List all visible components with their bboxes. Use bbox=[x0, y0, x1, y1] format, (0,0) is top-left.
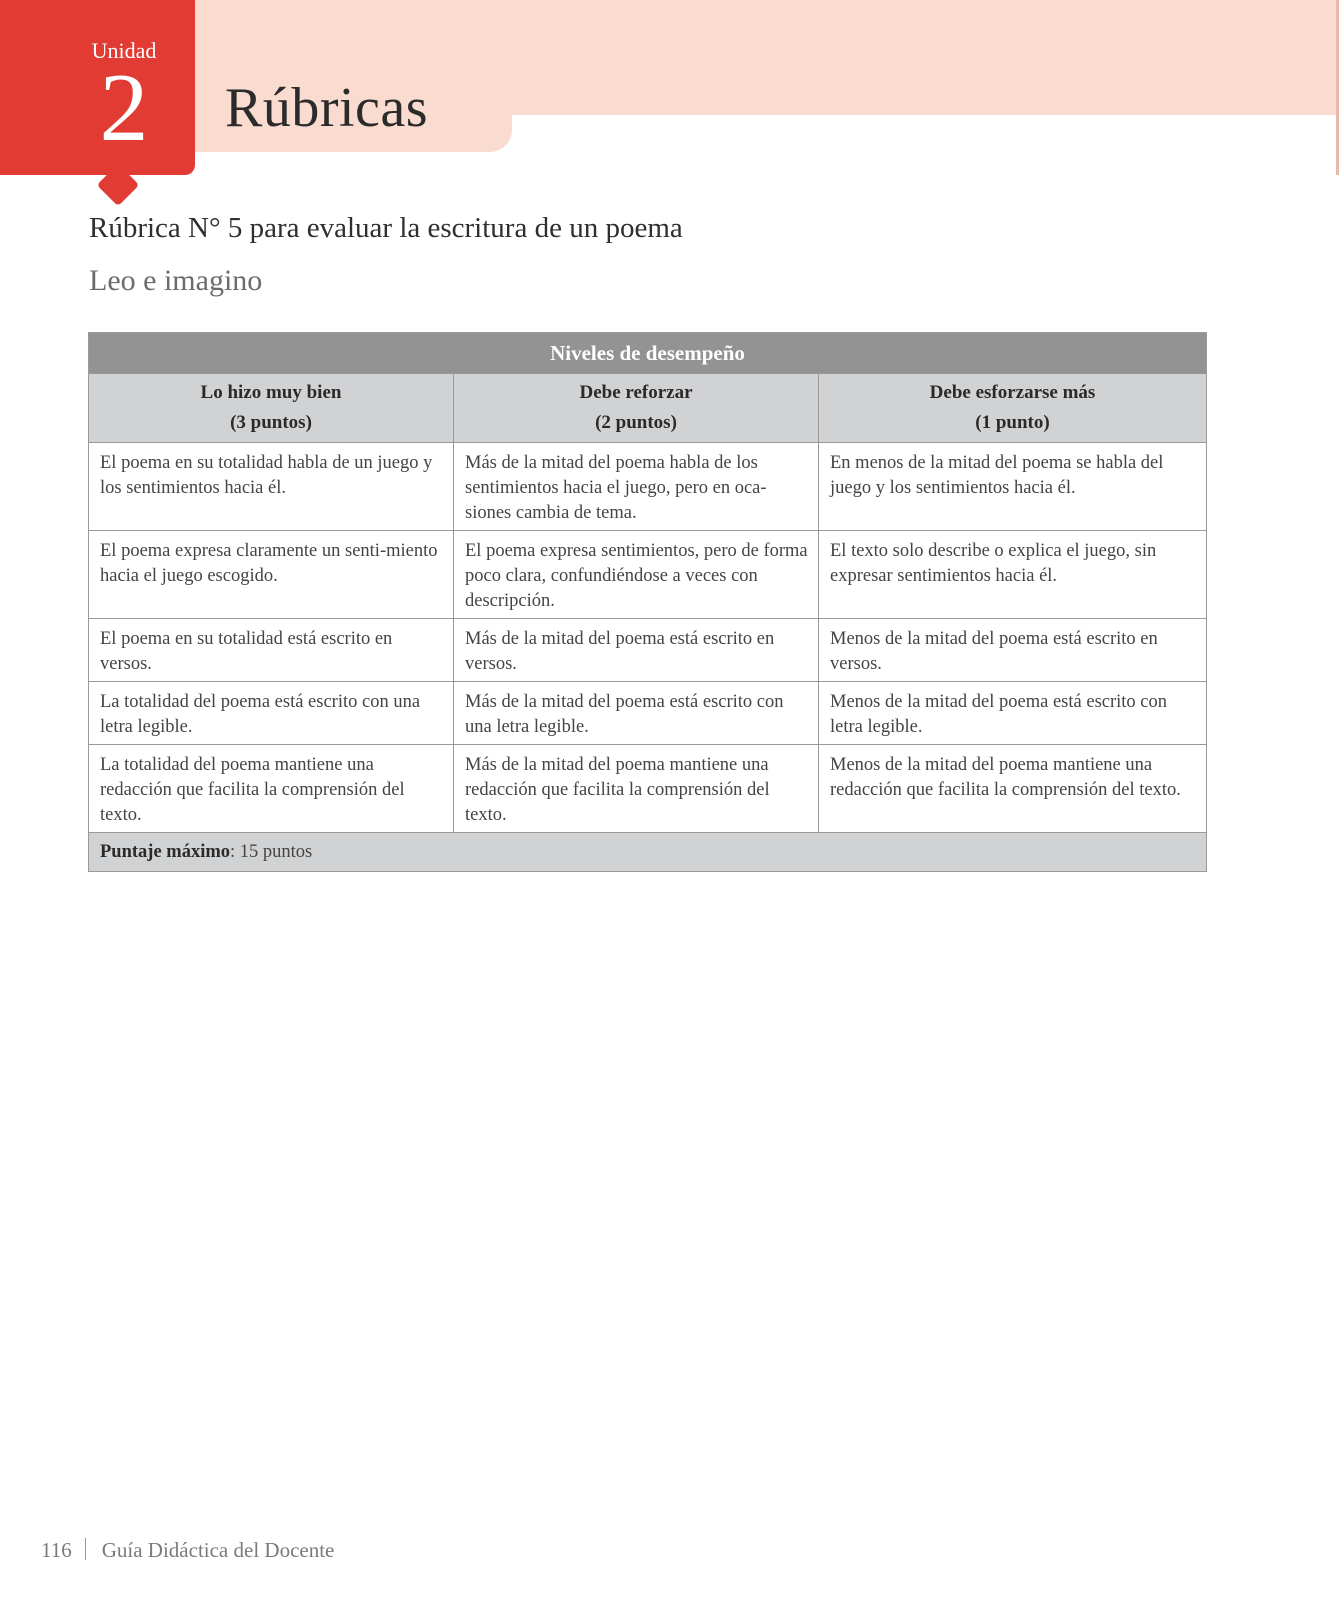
table-cell: La totalidad del poema está escrito con una letra legible. bbox=[89, 682, 454, 745]
max-score-cell bbox=[89, 833, 1207, 872]
level-points: (3 puntos) bbox=[230, 412, 312, 433]
table-cell: El poema en su totalidad está escrito en versos. bbox=[89, 619, 454, 682]
total-row bbox=[89, 833, 1207, 872]
table-cell: En menos de la mitad del poema se habla del juego y los sentimientos hacia él. bbox=[819, 443, 1207, 531]
table-cell: Más de la mitad del poema habla de los sentimientos hacia el juego, pero en oca-siones cambia de tema. bbox=[454, 443, 819, 531]
level-header-1 bbox=[89, 374, 454, 443]
page-title: Rúbricas bbox=[225, 77, 429, 139]
level-name: Lo hizo muy bien bbox=[200, 382, 342, 403]
table-cell: El poema expresa claramente un senti-miento hacia el juego escogido. bbox=[89, 531, 454, 619]
table-row bbox=[89, 619, 1207, 682]
footer-divider bbox=[85, 1538, 86, 1560]
level-header-2 bbox=[454, 374, 819, 443]
book-title: Guía Didáctica del Docente bbox=[101, 1538, 335, 1562]
level-points: (1 punto) bbox=[975, 412, 1050, 433]
table-row bbox=[89, 531, 1207, 619]
level-points: (2 puntos) bbox=[595, 412, 677, 433]
unit-label: Unidad bbox=[91, 38, 157, 63]
page-footer bbox=[41, 1538, 334, 1563]
table-cell: El texto solo describe o explica el juego, sin expresar sentimientos hacia él. bbox=[819, 531, 1207, 619]
table-cell: Menos de la mitad del poema mantiene una redacción que facilita la comprensión del texto. bbox=[819, 745, 1207, 833]
table-cell: El poema en su totalidad habla de un juego y los sentimientos hacia él. bbox=[89, 443, 454, 531]
level-name: Debe esforzarse más bbox=[929, 382, 1096, 403]
level-name: Debe reforzar bbox=[579, 382, 693, 403]
table-cell: Más de la mitad del poema mantiene una redacción que facilita la comprensión del texto. bbox=[454, 745, 819, 833]
table-cell: El poema expresa sentimientos, pero de forma poco clara, confundiéndose a veces con descripción. bbox=[454, 531, 819, 619]
table-cell: Menos de la mitad del poema está escrito en versos. bbox=[819, 619, 1207, 682]
table-cell: Menos de la mitad del poema está escrito con letra legible. bbox=[819, 682, 1207, 745]
level-header-3 bbox=[819, 374, 1207, 443]
rubric-table bbox=[88, 332, 1207, 872]
table-cell: Más de la mitad del poema está escrito en versos. bbox=[454, 619, 819, 682]
rubric-title: Rúbrica N° 5 para evaluar la escritura de un poema bbox=[89, 212, 683, 244]
table-row bbox=[89, 745, 1207, 833]
rubric-subtitle: Leo e imagino bbox=[89, 264, 263, 297]
max-score-value: : 15 puntos bbox=[230, 841, 313, 862]
performance-levels-header: Niveles de desempeño bbox=[89, 333, 1207, 374]
unit-number: 2 bbox=[99, 54, 149, 162]
table-cell: La totalidad del poema mantiene una redacción que facilita la comprensión del texto. bbox=[89, 745, 454, 833]
page-number: 116 bbox=[41, 1538, 72, 1562]
table-row bbox=[89, 682, 1207, 745]
table-row bbox=[89, 443, 1207, 531]
max-score-label: Puntaje máximo bbox=[100, 841, 230, 862]
table-cell: Más de la mitad del poema está escrito con una letra legible. bbox=[454, 682, 819, 745]
